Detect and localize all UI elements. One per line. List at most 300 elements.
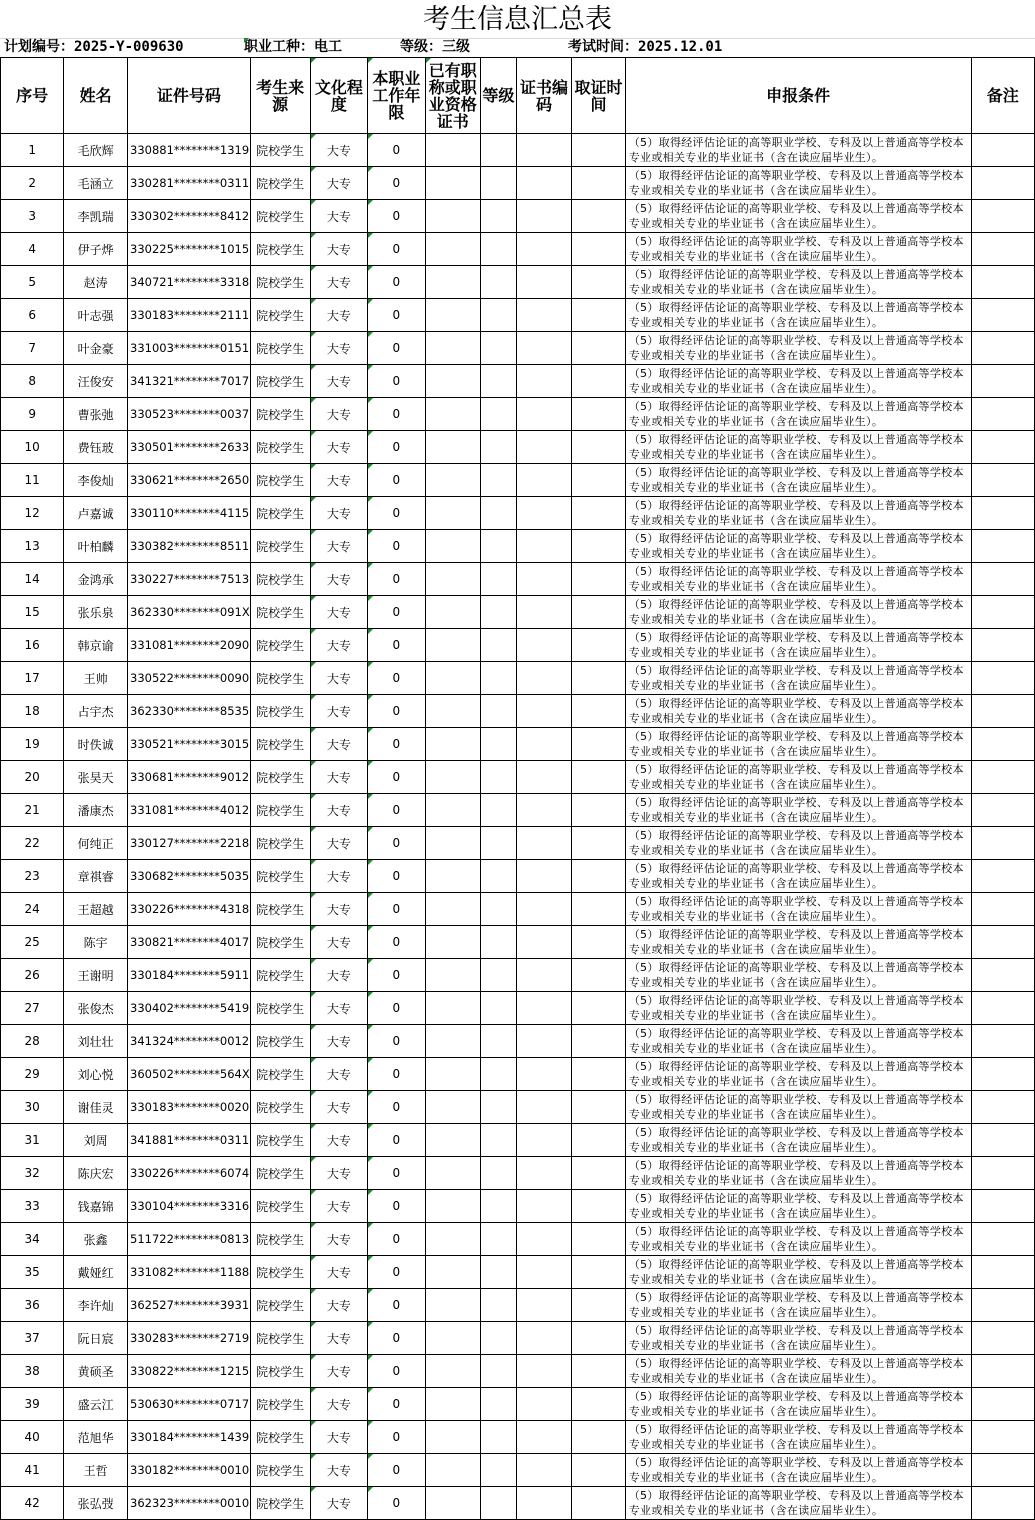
row-name: 陈庆宏 bbox=[64, 1157, 128, 1190]
row-education: 大专 bbox=[310, 398, 368, 431]
row-grade bbox=[481, 1322, 517, 1355]
row-condition: （5）取得经评估论证的高等职业学校、专科及以上普通高等学校本专业或相关专业的毕业证书（含在读应届毕业生）。 bbox=[625, 728, 971, 761]
row-existing-cert bbox=[425, 299, 480, 332]
row-cert-number bbox=[516, 794, 571, 827]
row-existing-cert bbox=[425, 1091, 480, 1124]
row-remark bbox=[971, 200, 1034, 233]
row-pickup-time bbox=[572, 893, 626, 926]
row-grade bbox=[481, 1289, 517, 1322]
row-source: 院校学生 bbox=[250, 530, 310, 563]
row-id-number: 330382********8511 bbox=[128, 530, 251, 563]
row-cert-number bbox=[516, 1223, 571, 1256]
row-remark bbox=[971, 1190, 1034, 1223]
row-id-number: 330681********9012 bbox=[128, 761, 251, 794]
row-id-number: 330302********8412 bbox=[128, 200, 251, 233]
row-work-years: 0 bbox=[368, 167, 425, 200]
table-row bbox=[1, 1322, 1035, 1355]
row-existing-cert bbox=[425, 1190, 480, 1223]
row-name: 张弘弢 bbox=[64, 1487, 128, 1520]
row-id-number: 362527********3931 bbox=[128, 1289, 251, 1322]
row-existing-cert bbox=[425, 1355, 480, 1388]
row-education: 大专 bbox=[310, 860, 368, 893]
row-condition: （5）取得经评估论证的高等职业学校、专科及以上普通高等学校本专业或相关专业的毕业证书（含在读应届毕业生）。 bbox=[625, 761, 971, 794]
row-seq: 36 bbox=[1, 1289, 64, 1322]
row-seq: 12 bbox=[1, 497, 64, 530]
row-remark bbox=[971, 926, 1034, 959]
row-pickup-time bbox=[572, 1487, 626, 1520]
table-row bbox=[1, 1157, 1035, 1190]
row-name: 占宇杰 bbox=[64, 695, 128, 728]
row-source: 院校学生 bbox=[250, 1487, 310, 1520]
row-education: 大专 bbox=[310, 893, 368, 926]
row-condition: （5）取得经评估论证的高等职业学校、专科及以上普通高等学校本专业或相关专业的毕业证书（含在读应届毕业生）。 bbox=[625, 1091, 971, 1124]
row-pickup-time bbox=[572, 1322, 626, 1355]
row-grade bbox=[481, 1388, 517, 1421]
row-condition: （5）取得经评估论证的高等职业学校、专科及以上普通高等学校本专业或相关专业的毕业证书（含在读应届毕业生）。 bbox=[625, 1256, 971, 1289]
row-source: 院校学生 bbox=[250, 266, 310, 299]
row-education: 大专 bbox=[310, 200, 368, 233]
row-source: 院校学生 bbox=[250, 1058, 310, 1091]
row-condition: （5）取得经评估论证的高等职业学校、专科及以上普通高等学校本专业或相关专业的毕业证书（含在读应届毕业生）。 bbox=[625, 992, 971, 1025]
row-work-years: 0 bbox=[368, 662, 425, 695]
row-condition: （5）取得经评估论证的高等职业学校、专科及以上普通高等学校本专业或相关专业的毕业证书（含在读应届毕业生）。 bbox=[625, 398, 971, 431]
row-condition: （5）取得经评估论证的高等职业学校、专科及以上普通高等学校本专业或相关专业的毕业证书（含在读应届毕业生）。 bbox=[625, 134, 971, 167]
row-grade bbox=[481, 1058, 517, 1091]
row-pickup-time bbox=[572, 629, 626, 662]
row-source: 院校学生 bbox=[250, 1025, 310, 1058]
row-source: 院校学生 bbox=[250, 134, 310, 167]
row-education: 大专 bbox=[310, 1256, 368, 1289]
row-seq: 10 bbox=[1, 431, 64, 464]
row-condition: （5）取得经评估论证的高等职业学校、专科及以上普通高等学校本专业或相关专业的毕业证书（含在读应届毕业生）。 bbox=[625, 695, 971, 728]
row-remark bbox=[971, 167, 1034, 200]
row-pickup-time bbox=[572, 365, 626, 398]
row-id-number: 331081********2090 bbox=[128, 629, 251, 662]
row-id-number: 341321********7017 bbox=[128, 365, 251, 398]
row-pickup-time bbox=[572, 167, 626, 200]
row-name: 赵涛 bbox=[64, 266, 128, 299]
row-work-years: 0 bbox=[368, 464, 425, 497]
row-grade bbox=[481, 497, 517, 530]
row-seq: 14 bbox=[1, 563, 64, 596]
row-source: 院校学生 bbox=[250, 167, 310, 200]
row-remark bbox=[971, 497, 1034, 530]
row-cert-number bbox=[516, 1025, 571, 1058]
exam-time: 考试时间：2025.12.01 bbox=[568, 39, 723, 55]
row-work-years: 0 bbox=[368, 926, 425, 959]
header-work-years: 本职业工作年限 bbox=[368, 58, 425, 134]
row-grade bbox=[481, 1355, 517, 1388]
row-condition: （5）取得经评估论证的高等职业学校、专科及以上普通高等学校本专业或相关专业的毕业证书（含在读应届毕业生）。 bbox=[625, 1322, 971, 1355]
row-education: 大专 bbox=[310, 233, 368, 266]
row-id-number: 330225********1015 bbox=[128, 233, 251, 266]
row-id-number: 330182********0010 bbox=[128, 1454, 251, 1487]
row-source: 院校学生 bbox=[250, 365, 310, 398]
row-pickup-time bbox=[572, 1058, 626, 1091]
header-source: 考生来源 bbox=[250, 58, 310, 134]
row-condition: （5）取得经评估论证的高等职业学校、专科及以上普通高等学校本专业或相关专业的毕业证书（含在读应届毕业生）。 bbox=[625, 332, 971, 365]
row-education: 大专 bbox=[310, 629, 368, 662]
level: 等级：三级 bbox=[400, 39, 470, 55]
row-work-years: 0 bbox=[368, 1256, 425, 1289]
table-row bbox=[1, 200, 1035, 233]
row-condition: （5）取得经评估论证的高等职业学校、专科及以上普通高等学校本专业或相关专业的毕业证书（含在读应届毕业生）。 bbox=[625, 893, 971, 926]
table-row bbox=[1, 926, 1035, 959]
row-id-number: 511722********0813 bbox=[128, 1223, 251, 1256]
table-row bbox=[1, 827, 1035, 860]
row-source: 院校学生 bbox=[250, 1355, 310, 1388]
row-education: 大专 bbox=[310, 497, 368, 530]
row-name: 毛涵立 bbox=[64, 167, 128, 200]
row-grade bbox=[481, 398, 517, 431]
row-existing-cert bbox=[425, 200, 480, 233]
row-pickup-time bbox=[572, 1289, 626, 1322]
row-name: 汪俊安 bbox=[64, 365, 128, 398]
row-cert-number bbox=[516, 761, 571, 794]
table-row bbox=[1, 134, 1035, 167]
row-seq: 9 bbox=[1, 398, 64, 431]
row-pickup-time bbox=[572, 992, 626, 1025]
row-work-years: 0 bbox=[368, 1190, 425, 1223]
row-condition: （5）取得经评估论证的高等职业学校、专科及以上普通高等学校本专业或相关专业的毕业证书（含在读应届毕业生）。 bbox=[625, 1025, 971, 1058]
row-pickup-time bbox=[572, 497, 626, 530]
row-cert-number bbox=[516, 860, 571, 893]
table-row bbox=[1, 1289, 1035, 1322]
row-cert-number bbox=[516, 497, 571, 530]
row-pickup-time bbox=[572, 398, 626, 431]
table-row bbox=[1, 398, 1035, 431]
row-grade bbox=[481, 629, 517, 662]
row-name: 王帅 bbox=[64, 662, 128, 695]
row-existing-cert bbox=[425, 728, 480, 761]
row-pickup-time bbox=[572, 926, 626, 959]
row-condition: （5）取得经评估论证的高等职业学校、专科及以上普通高等学校本专业或相关专业的毕业证书（含在读应届毕业生）。 bbox=[625, 1421, 971, 1454]
row-seq: 13 bbox=[1, 530, 64, 563]
row-remark bbox=[971, 299, 1034, 332]
row-grade bbox=[481, 761, 517, 794]
row-existing-cert bbox=[425, 860, 480, 893]
row-source: 院校学生 bbox=[250, 827, 310, 860]
table-row bbox=[1, 794, 1035, 827]
row-seq: 17 bbox=[1, 662, 64, 695]
row-condition: （5）取得经评估论证的高等职业学校、专科及以上普通高等学校本专业或相关专业的毕业证书（含在读应届毕业生）。 bbox=[625, 860, 971, 893]
row-work-years: 0 bbox=[368, 266, 425, 299]
row-education: 大专 bbox=[310, 1322, 368, 1355]
row-seq: 26 bbox=[1, 959, 64, 992]
table-row bbox=[1, 1388, 1035, 1421]
row-seq: 31 bbox=[1, 1124, 64, 1157]
row-source: 院校学生 bbox=[250, 959, 310, 992]
row-source: 院校学生 bbox=[250, 596, 310, 629]
row-condition: （5）取得经评估论证的高等职业学校、专科及以上普通高等学校本专业或相关专业的毕业证书（含在读应届毕业生）。 bbox=[625, 1487, 971, 1520]
row-name: 张乐泉 bbox=[64, 596, 128, 629]
row-remark bbox=[971, 893, 1034, 926]
row-cert-number bbox=[516, 992, 571, 1025]
row-education: 大专 bbox=[310, 431, 368, 464]
row-name: 范旭华 bbox=[64, 1421, 128, 1454]
row-condition: （5）取得经评估论证的高等职业学校、专科及以上普通高等学校本专业或相关专业的毕业证书（含在读应届毕业生）。 bbox=[625, 1355, 971, 1388]
row-education: 大专 bbox=[310, 761, 368, 794]
row-seq: 2 bbox=[1, 167, 64, 200]
row-remark bbox=[971, 860, 1034, 893]
table-row bbox=[1, 1256, 1035, 1289]
row-work-years: 0 bbox=[368, 233, 425, 266]
row-name: 刘心悦 bbox=[64, 1058, 128, 1091]
table-row bbox=[1, 464, 1035, 497]
table-row bbox=[1, 167, 1035, 200]
row-remark bbox=[971, 1058, 1034, 1091]
row-condition: （5）取得经评估论证的高等职业学校、专科及以上普通高等学校本专业或相关专业的毕业证书（含在读应届毕业生）。 bbox=[625, 266, 971, 299]
row-remark bbox=[971, 1322, 1034, 1355]
plan-number: 计划编号：2025-Y-009630 bbox=[4, 39, 184, 55]
row-pickup-time bbox=[572, 1190, 626, 1223]
row-id-number: 330522********0090 bbox=[128, 662, 251, 695]
row-grade bbox=[481, 695, 517, 728]
row-existing-cert bbox=[425, 959, 480, 992]
row-condition: （5）取得经评估论证的高等职业学校、专科及以上普通高等学校本专业或相关专业的毕业证书（含在读应届毕业生）。 bbox=[625, 233, 971, 266]
row-source: 院校学生 bbox=[250, 1091, 310, 1124]
row-source: 院校学生 bbox=[250, 629, 310, 662]
row-condition: （5）取得经评估论证的高等职业学校、专科及以上普通高等学校本专业或相关专业的毕业证书（含在读应届毕业生）。 bbox=[625, 464, 971, 497]
row-cert-number bbox=[516, 464, 571, 497]
row-source: 院校学生 bbox=[250, 299, 310, 332]
row-source: 院校学生 bbox=[250, 1157, 310, 1190]
row-remark bbox=[971, 1091, 1034, 1124]
table-row bbox=[1, 1190, 1035, 1223]
row-existing-cert bbox=[425, 1256, 480, 1289]
row-work-years: 0 bbox=[368, 992, 425, 1025]
row-cert-number bbox=[516, 1256, 571, 1289]
row-seq: 29 bbox=[1, 1058, 64, 1091]
table-row bbox=[1, 728, 1035, 761]
row-cert-number bbox=[516, 134, 571, 167]
row-work-years: 0 bbox=[368, 1355, 425, 1388]
row-education: 大专 bbox=[310, 1223, 368, 1256]
table-row bbox=[1, 992, 1035, 1025]
row-seq: 28 bbox=[1, 1025, 64, 1058]
row-existing-cert bbox=[425, 1421, 480, 1454]
row-seq: 3 bbox=[1, 200, 64, 233]
row-work-years: 0 bbox=[368, 959, 425, 992]
header-name: 姓名 bbox=[64, 58, 128, 134]
row-work-years: 0 bbox=[368, 728, 425, 761]
row-pickup-time bbox=[572, 1124, 626, 1157]
row-condition: （5）取得经评估论证的高等职业学校、专科及以上普通高等学校本专业或相关专业的毕业证书（含在读应届毕业生）。 bbox=[625, 596, 971, 629]
row-remark bbox=[971, 794, 1034, 827]
row-existing-cert bbox=[425, 233, 480, 266]
row-cert-number bbox=[516, 1388, 571, 1421]
row-pickup-time bbox=[572, 794, 626, 827]
row-grade bbox=[481, 662, 517, 695]
row-existing-cert bbox=[425, 695, 480, 728]
row-remark bbox=[971, 1124, 1034, 1157]
row-cert-number bbox=[516, 1058, 571, 1091]
row-name: 毛欣辉 bbox=[64, 134, 128, 167]
table-row bbox=[1, 893, 1035, 926]
row-existing-cert bbox=[425, 1124, 480, 1157]
row-pickup-time bbox=[572, 1157, 626, 1190]
row-cert-number bbox=[516, 728, 571, 761]
row-remark bbox=[971, 1289, 1034, 1322]
table-row bbox=[1, 1124, 1035, 1157]
row-work-years: 0 bbox=[368, 299, 425, 332]
row-name: 王谢明 bbox=[64, 959, 128, 992]
row-grade bbox=[481, 1124, 517, 1157]
row-source: 院校学生 bbox=[250, 662, 310, 695]
row-grade bbox=[481, 1223, 517, 1256]
row-id-number: 331003********0151 bbox=[128, 332, 251, 365]
row-source: 院校学生 bbox=[250, 233, 310, 266]
row-pickup-time bbox=[572, 959, 626, 992]
row-id-number: 330682********5035 bbox=[128, 860, 251, 893]
row-name: 费钰玻 bbox=[64, 431, 128, 464]
row-source: 院校学生 bbox=[250, 1124, 310, 1157]
row-work-years: 0 bbox=[368, 893, 425, 926]
row-pickup-time bbox=[572, 464, 626, 497]
row-existing-cert bbox=[425, 1289, 480, 1322]
sheet-title: 考生信息汇总表 bbox=[423, 4, 612, 35]
row-work-years: 0 bbox=[368, 200, 425, 233]
row-education: 大专 bbox=[310, 1421, 368, 1454]
table-row bbox=[1, 1025, 1035, 1058]
row-remark bbox=[971, 1256, 1034, 1289]
row-cert-number bbox=[516, 1322, 571, 1355]
row-name: 曹张弛 bbox=[64, 398, 128, 431]
row-grade bbox=[481, 827, 517, 860]
table-row bbox=[1, 266, 1035, 299]
row-name: 陈宇 bbox=[64, 926, 128, 959]
row-id-number: 362330********091X bbox=[128, 596, 251, 629]
row-source: 院校学生 bbox=[250, 497, 310, 530]
row-source: 院校学生 bbox=[250, 1388, 310, 1421]
row-id-number: 330501********2633 bbox=[128, 431, 251, 464]
row-work-years: 0 bbox=[368, 1421, 425, 1454]
row-seq: 34 bbox=[1, 1223, 64, 1256]
row-education: 大专 bbox=[310, 1454, 368, 1487]
row-existing-cert bbox=[425, 992, 480, 1025]
row-grade bbox=[481, 794, 517, 827]
row-condition: （5）取得经评估论证的高等职业学校、专科及以上普通高等学校本专业或相关专业的毕业证书（含在读应届毕业生）。 bbox=[625, 1223, 971, 1256]
row-work-years: 0 bbox=[368, 497, 425, 530]
row-name: 张俊杰 bbox=[64, 992, 128, 1025]
row-pickup-time bbox=[572, 1256, 626, 1289]
row-remark bbox=[971, 233, 1034, 266]
header-seq: 序号 bbox=[1, 58, 64, 134]
row-condition: （5）取得经评估论证的高等职业学校、专科及以上普通高等学校本专业或相关专业的毕业证书（含在读应届毕业生）。 bbox=[625, 563, 971, 596]
row-education: 大专 bbox=[310, 167, 368, 200]
table-row bbox=[1, 299, 1035, 332]
row-work-years: 0 bbox=[368, 398, 425, 431]
row-name: 章祺睿 bbox=[64, 860, 128, 893]
row-existing-cert bbox=[425, 1487, 480, 1520]
row-education: 大专 bbox=[310, 992, 368, 1025]
row-cert-number bbox=[516, 893, 571, 926]
row-id-number: 331081********4012 bbox=[128, 794, 251, 827]
row-name: 王哲 bbox=[64, 1454, 128, 1487]
row-education: 大专 bbox=[310, 1025, 368, 1058]
row-seq: 4 bbox=[1, 233, 64, 266]
row-existing-cert bbox=[425, 761, 480, 794]
header-row bbox=[1, 58, 1035, 134]
row-education: 大专 bbox=[310, 464, 368, 497]
row-existing-cert bbox=[425, 1058, 480, 1091]
header-condition: 申报条件 bbox=[625, 58, 971, 134]
row-cert-number bbox=[516, 959, 571, 992]
row-seq: 38 bbox=[1, 1355, 64, 1388]
table-row bbox=[1, 959, 1035, 992]
row-seq: 18 bbox=[1, 695, 64, 728]
row-remark bbox=[971, 1421, 1034, 1454]
table-row bbox=[1, 365, 1035, 398]
row-pickup-time bbox=[572, 134, 626, 167]
row-cert-number bbox=[516, 431, 571, 464]
table-row bbox=[1, 563, 1035, 596]
row-seq: 1 bbox=[1, 134, 64, 167]
row-seq: 27 bbox=[1, 992, 64, 1025]
row-seq: 11 bbox=[1, 464, 64, 497]
row-pickup-time bbox=[572, 728, 626, 761]
row-name: 李俊灿 bbox=[64, 464, 128, 497]
row-education: 大专 bbox=[310, 1157, 368, 1190]
row-grade bbox=[481, 233, 517, 266]
row-name: 盛云江 bbox=[64, 1388, 128, 1421]
header-pickup-time: 取证时间 bbox=[572, 58, 626, 134]
row-existing-cert bbox=[425, 662, 480, 695]
row-education: 大专 bbox=[310, 1355, 368, 1388]
row-cert-number bbox=[516, 1091, 571, 1124]
row-id-number: 362330********8535 bbox=[128, 695, 251, 728]
row-seq: 37 bbox=[1, 1322, 64, 1355]
row-work-years: 0 bbox=[368, 1091, 425, 1124]
row-id-number: 330881********1319 bbox=[128, 134, 251, 167]
row-education: 大专 bbox=[310, 794, 368, 827]
row-id-number: 330521********3015 bbox=[128, 728, 251, 761]
table-row bbox=[1, 332, 1035, 365]
row-grade bbox=[481, 1454, 517, 1487]
row-remark bbox=[971, 1388, 1034, 1421]
row-condition: （5）取得经评估论证的高等职业学校、专科及以上普通高等学校本专业或相关专业的毕业证书（含在读应届毕业生）。 bbox=[625, 365, 971, 398]
row-condition: （5）取得经评估论证的高等职业学校、专科及以上普通高等学校本专业或相关专业的毕业证书（含在读应届毕业生）。 bbox=[625, 1388, 971, 1421]
row-education: 大专 bbox=[310, 728, 368, 761]
row-name: 潘康杰 bbox=[64, 794, 128, 827]
row-name: 谢佳灵 bbox=[64, 1091, 128, 1124]
row-work-years: 0 bbox=[368, 1157, 425, 1190]
row-name: 阮日宸 bbox=[64, 1322, 128, 1355]
row-cert-number bbox=[516, 1190, 571, 1223]
row-grade bbox=[481, 860, 517, 893]
row-id-number: 340721********3318 bbox=[128, 266, 251, 299]
row-seq: 8 bbox=[1, 365, 64, 398]
row-name: 黄硕圣 bbox=[64, 1355, 128, 1388]
row-source: 院校学生 bbox=[250, 728, 310, 761]
row-remark bbox=[971, 1487, 1034, 1520]
row-cert-number bbox=[516, 662, 571, 695]
row-condition: （5）取得经评估论证的高等职业学校、专科及以上普通高等学校本专业或相关专业的毕业证书（含在读应届毕业生）。 bbox=[625, 1190, 971, 1223]
row-name: 刘壮壮 bbox=[64, 1025, 128, 1058]
row-pickup-time bbox=[572, 1388, 626, 1421]
row-name: 刘周 bbox=[64, 1124, 128, 1157]
row-seq: 5 bbox=[1, 266, 64, 299]
row-cert-number bbox=[516, 200, 571, 233]
row-name: 李凯瑞 bbox=[64, 200, 128, 233]
row-seq: 39 bbox=[1, 1388, 64, 1421]
row-cert-number bbox=[516, 530, 571, 563]
row-education: 大专 bbox=[310, 926, 368, 959]
row-id-number: 330227********7513 bbox=[128, 563, 251, 596]
row-education: 大专 bbox=[310, 1388, 368, 1421]
table-row bbox=[1, 497, 1035, 530]
row-name: 叶志强 bbox=[64, 299, 128, 332]
